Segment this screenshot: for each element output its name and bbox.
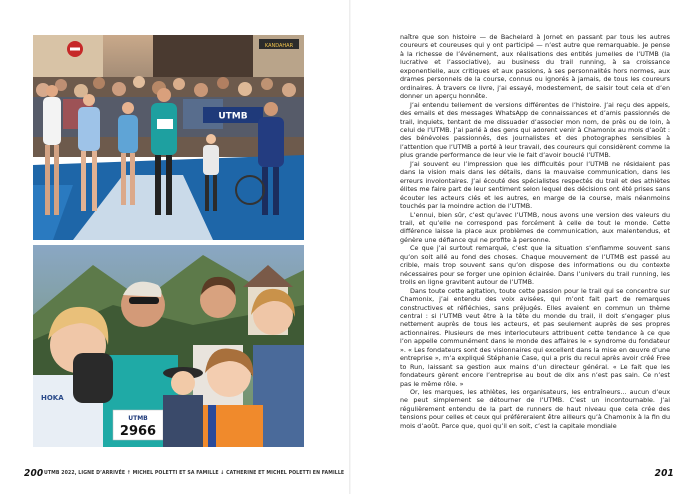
finish-line-photo [33, 35, 304, 240]
banner-text: UTMB [218, 111, 248, 122]
paragraph: Dans toute cette agitation, toute cette passion pour le trail qui se concentre sur Chamonix, j’ai entendu des voix avisées, qui m’ont fait part de remarques constructives et réfléchies, sans préjugés. Elles avaient en commun un thème central : si l’UTMB veut être à la tête du monde du trail, il doit s’engager plus nettement auprès de tous les acteurs, et pas seulement auprès de ses propres actionnaires. Plusieurs de mes interlocuteurs attribuent cette tendance à ce que l’on appelle communément dans le monde des affaires le « syndrome du fondateur ». « Les fondateurs sont des visionnaires qui excellent dans la mise en œuvre d’une entreprise », m’a expliqué Stéphanie Case, qui a pris du recul après avoir créé Free to Run, laissant sa gestion aux mains d’un directeur général. « Le fait que les fondateurs gèrent encore l’entreprise au bout de dix ans n’est pas sain. Ce n’est pas le même rôle. » [400, 286, 670, 388]
paragraph: L’ennui, bien sûr, c’est qu’avec l’UTMB, nous avons une version des valeurs du trail, et qu’elle ne correspond pas forcément à celle de tout le monde. Cette différence laisse la place aux problèmes de communication, aux malentendus, et génère une défiance qui ne profite à personne. [400, 210, 670, 244]
book-gutter [349, 0, 351, 494]
family-photo [33, 245, 304, 447]
paragraph: naître que son histoire — de Bachelard à Jornet en passant par tous les autres coureurs et coureuses qui y ont participé — n’est autre que remarquable. Je pense à la richesse de l’événement, aux réalisations des entités jumelles de l’UTMB (la lucrative et l’associative), au business du trail running, à sa croissance exponentielle, aux critiques et aux passions, à ses personnalités hors normes, aux drames personnels de la course, connus ou ignorés à jamais, de tous les coureurs ordinaires. À travers ce livre, j’ai essayé, modestement, de saisir tout cela et d’en donner un aperçu honnête. [400, 33, 670, 101]
left-page-number: 200 [24, 468, 44, 479]
photo-caption: UTMB 2022, LIGNE D’ARRIVÉE ↑ MICHEL POLETTI ET SA FAMILLE ↓ CATHERINE ET MICHEL POLETTI EN FAMILLE [44, 470, 345, 476]
paragraph: Ce que j’ai surtout remarqué, c’est que la situation s’enflamme souvent sans qu’on soit allé au fond des choses. Chaque mouvement de l’UTMB est passé au crible, mais trop souvent sans qu’on dispose des informations ou du contexte nécessaires pour se forger une opinion éclairée. Dans l’univers du trail running, les trolls en ligne gravitent autour de l’UTMB. [400, 244, 670, 287]
right-page-number: 201 [654, 468, 674, 479]
shop-sign-text: KANDAHAR [264, 43, 294, 49]
shirt-text: HOKA [41, 394, 64, 402]
paragraph: J’ai souvent eu l’impression que les difficultés pour l’UTMB ne résidaient pas dans la vision mais dans les détails, dans la mauvaise communication, dans les erreurs involontaires. J’ai écouté des spécialistes respectés du trail et des athlètes élites me faire part de leur sentiment selon lequel des décisions ont été prises sans écouter les acteurs clés et les autres, en marge de la course, mais néanmoins touchés par la moindre action de l’UTMB. [400, 159, 670, 211]
bib-number: 2966 [119, 424, 157, 439]
body-text-column [400, 33, 670, 453]
bib-label: UTMB [128, 415, 148, 422]
paragraph: J’ai entendu tellement de versions différentes de l’histoire. J’ai reçu des appels, des emails et des messages WhatsApp de connaissances et d’amis passionnés de trail, inquiets, tentant de me dissuader d’associer mon nom, de près ou de loin, à celui de l’UTMB. J’ai parlé à des gens qui adorent venir à Chamonix au mois d’août : des bénévoles passionnés, des journalistes et des photographes sensibles à l’attention que l’UTMB a porté à leur travail, des coureurs qui considèrent comme la plus grande performance de leur vie le fait d’avoir bouclé l’UTMB. [400, 100, 670, 160]
paragraph: Or, les marques, les athlètes, les organisateurs, les entraîneurs… aucun d’eux ne peut simplement se détourner de l’UTMB. C’est un incontournable. J’ai régulièrement entendu de la part de runners de haut niveau que cela crée des tensions pour celles et ceux qui préféreraient être ailleurs qu’à Chamonix à la fin du mois d’août. Parce que, quoi qu’il en soit, c’est la capitale mondiale [400, 388, 670, 430]
